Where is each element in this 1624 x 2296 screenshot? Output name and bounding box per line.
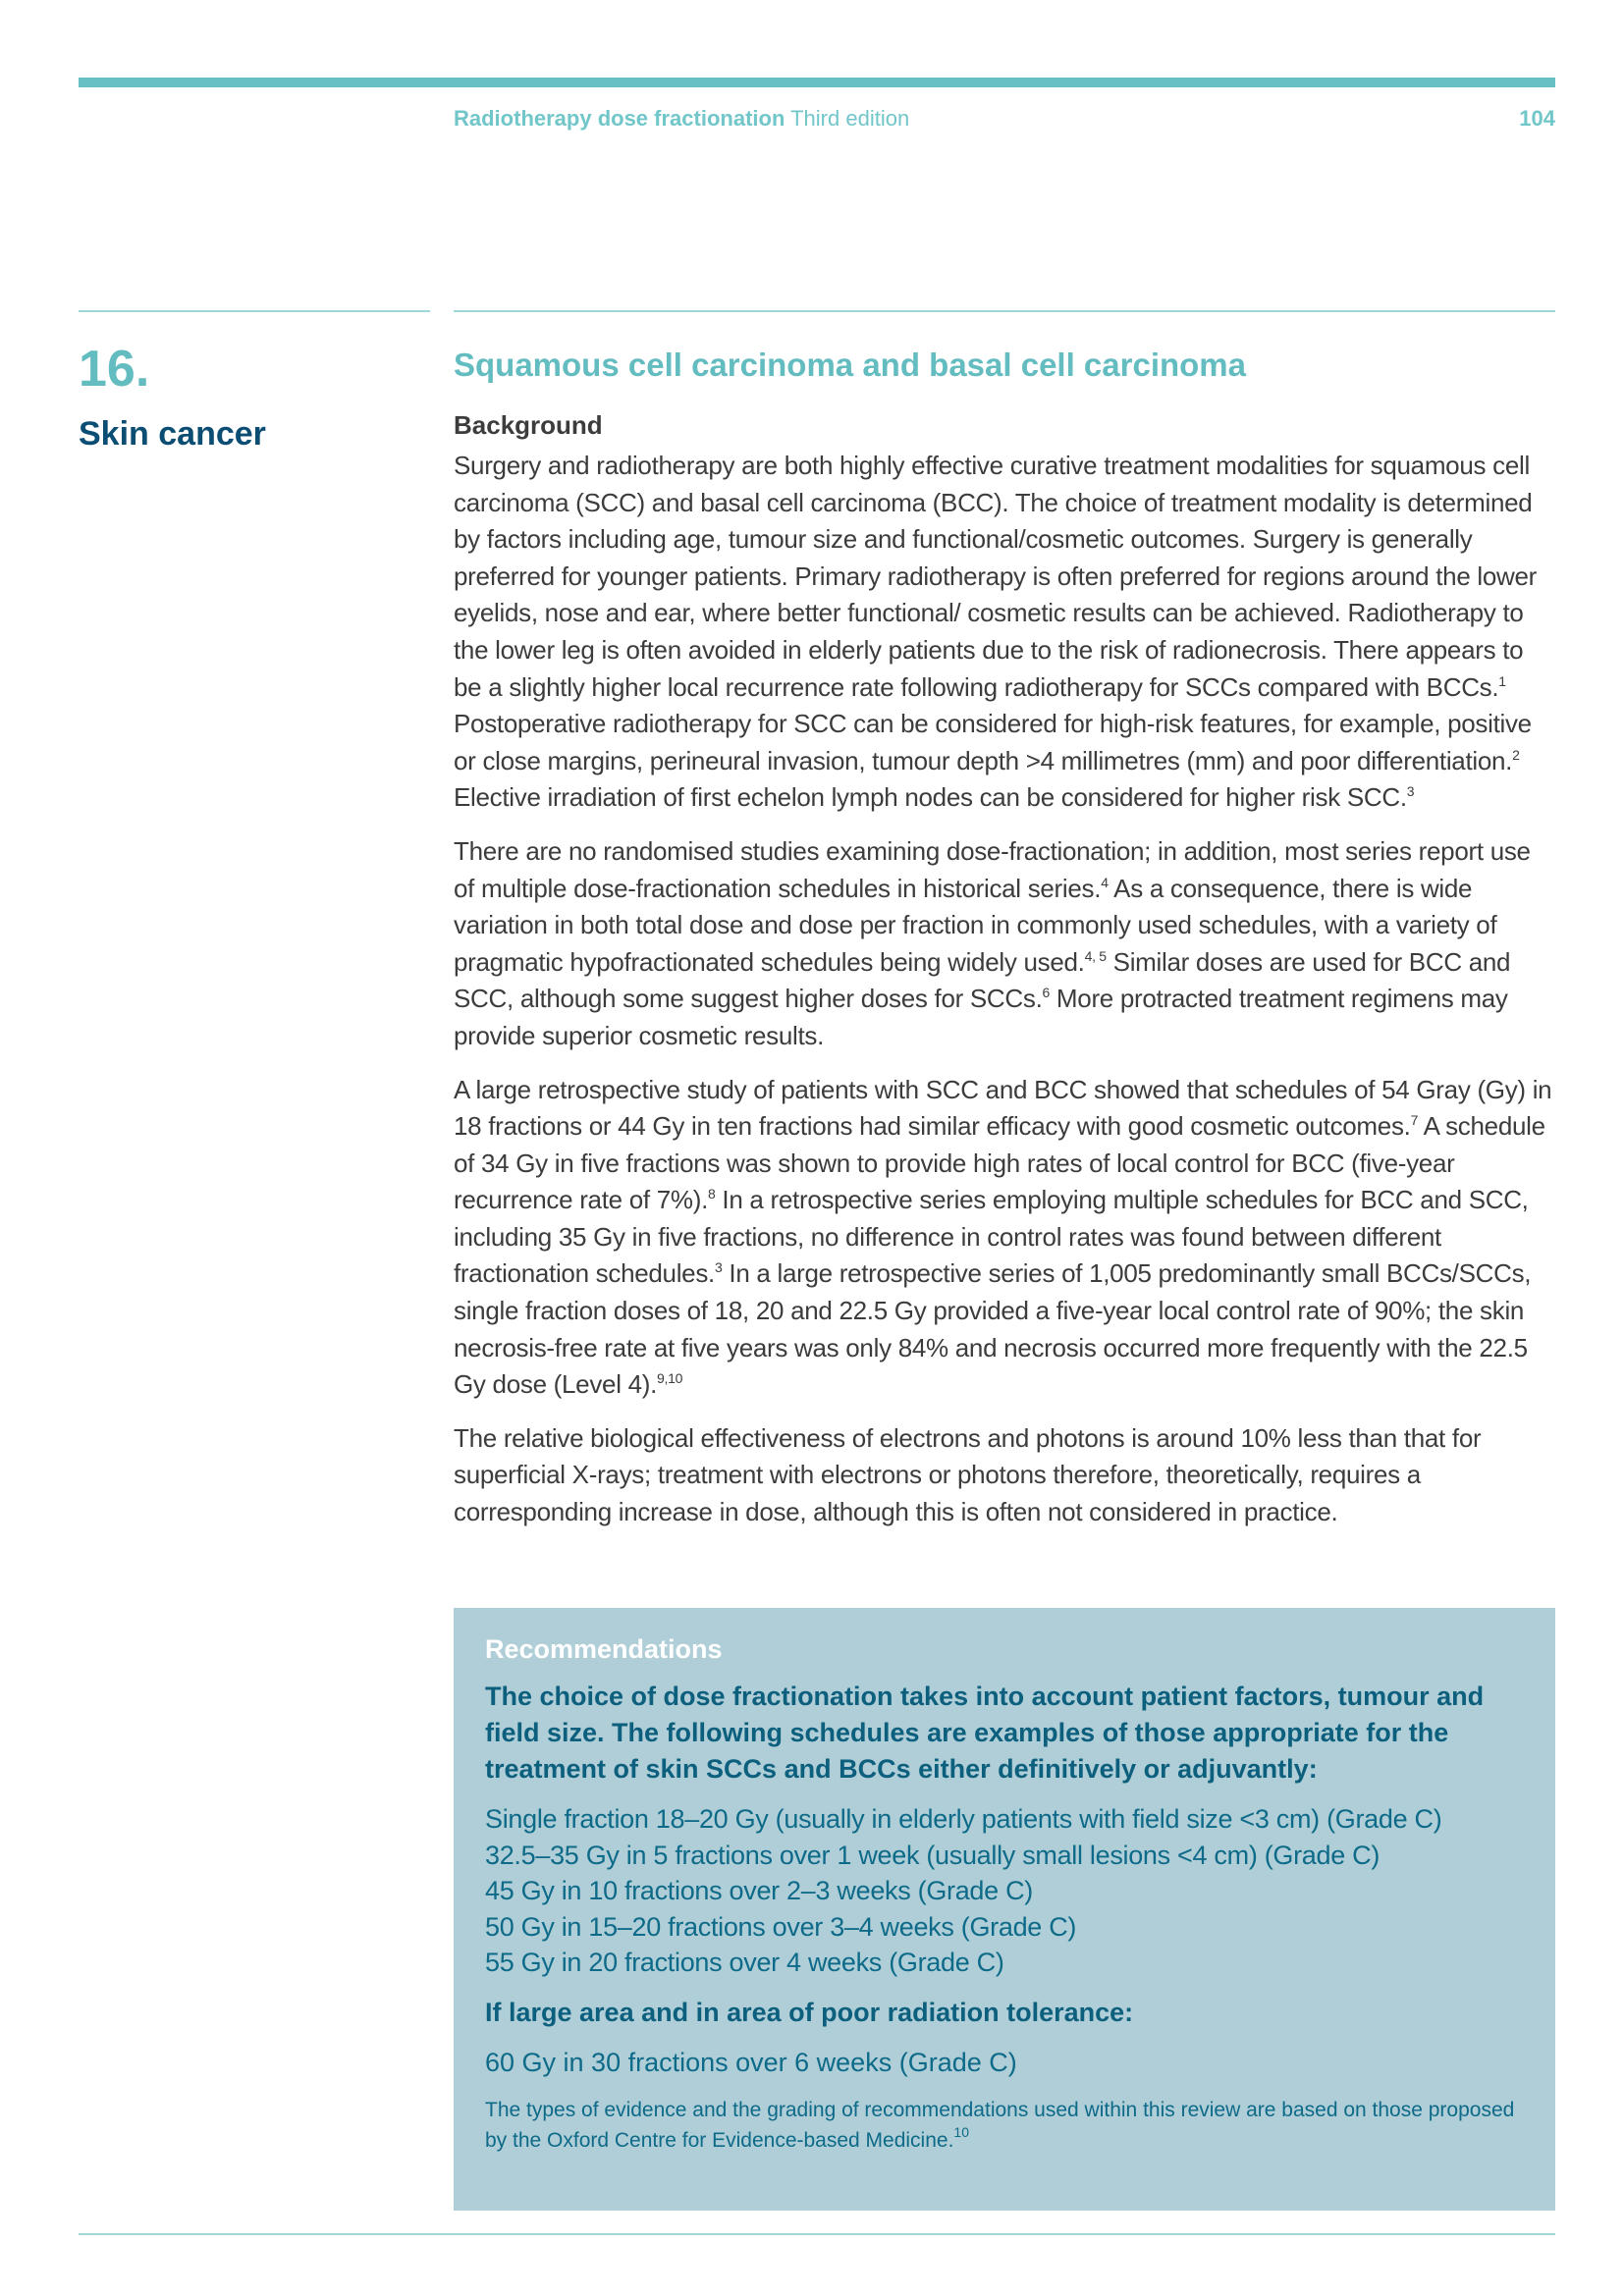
schedule-item: 55 Gy in 20 fractions over 4 weeks (Grade C) bbox=[485, 1948, 1004, 1977]
schedule-item: 50 Gy in 15–20 fractions over 3–4 weeks (Grade C) bbox=[485, 1911, 1077, 1942]
citation-reference: 8 bbox=[708, 1186, 716, 1202]
body-paragraph bbox=[454, 833, 1555, 1055]
body-paragraph bbox=[454, 1420, 1555, 1531]
footnote-reference: 10 bbox=[953, 2123, 969, 2140]
schedule-item: 32.5–35 Gy in 5 fractions over 1 week (usually small lesions <4 cm) (Grade C) bbox=[485, 1840, 1380, 1870]
schedule-item: 45 Gy in 10 fractions over 2–3 weeks (Grade C) bbox=[485, 1876, 1033, 1905]
citation-reference: 3 bbox=[714, 1259, 723, 1276]
running-header bbox=[454, 106, 909, 132]
citation-reference: 4 bbox=[1101, 874, 1109, 890]
evidence-footnote-text: The types of evidence and the grading of recommendations used within this review are based on those proposed by the Oxford Centre for Evidence-based Medicine. bbox=[485, 2098, 1515, 2152]
paragraph-text: Postoperative radiotherapy for SCC can be considered for high-risk features, for example, positive or close margins, perineural invasion, tumour depth >4 millimetres (mm) and poor differentiation. bbox=[454, 709, 1532, 775]
content-divider bbox=[454, 310, 1555, 312]
document-title: Radiotherapy dose fractionation bbox=[454, 106, 785, 131]
large-area-subheading: If large area and in area of poor radiation tolerance: bbox=[485, 1997, 1134, 2027]
paragraph-text: In a retrospective series employing multiple schedules for BCC and SCC, including 35 Gy in five fractions, no difference in control rates was found between different fractionation schedules. bbox=[454, 1185, 1529, 1289]
section-title: Squamous cell carcinoma and basal cell carcinoma bbox=[454, 347, 1247, 383]
document-edition: Third edition bbox=[790, 106, 910, 131]
body-paragraph bbox=[454, 448, 1555, 817]
footer-divider bbox=[79, 2233, 1555, 2235]
citation-reference: 2 bbox=[1512, 746, 1520, 763]
citation-reference: 9,10 bbox=[657, 1370, 683, 1387]
paragraph-text: More protracted treatment regimens may provide superior cosmetic results. bbox=[454, 984, 1508, 1050]
paragraph-text: Elective irradiation of first echelon lymph nodes can be considered for higher risk SCC. bbox=[454, 782, 1407, 813]
schedule-item: Single fraction 18–20 Gy (usually in elderly patients with field size <3 cm) (Grade C) bbox=[485, 1804, 1442, 1834]
citation-reference: 3 bbox=[1406, 783, 1415, 800]
header-accent-bar bbox=[79, 78, 1555, 87]
paragraph-text: The relative biological effectiveness of electrons and photons is around 10% less than that for superficial X-rays; treatment with electrons or photons therefore, theoretically, requires a corresponding increase in dose, although this is often not considered in practice. bbox=[454, 1422, 1482, 1527]
chapter-title: Skin cancer bbox=[79, 415, 266, 453]
recommendations-box bbox=[454, 1608, 1555, 2211]
body-paragraph bbox=[454, 1072, 1555, 1404]
paragraph-text: Similar doses are used for BCC and SCC, although some suggest higher doses for SCCs. bbox=[454, 946, 1511, 1014]
paragraph-text: Surgery and radiotherapy are both highly effective curative treatment modalities for squamous cell carcinoma (SCC) and basal cell carcinoma (BCC). The choice of treatment modality is determined by factors including age, tumour size and functional/cosmetic outcomes. Surgery is generally preferred for younger patients. Primary radiotherapy is often preferred for regions around the lower eyelids, nose and ear, where better functional/ cosmetic results can be achieved. Radiotherapy to the lower leg is often avoided in elderly patients due to the risk of radionecrosis. There appears to be a slightly higher local recurrence rate following radiotherapy for SCCs compared with BCCs. bbox=[454, 451, 1538, 702]
citation-reference: 7 bbox=[1410, 1112, 1419, 1129]
page-number: 104 bbox=[1519, 106, 1555, 131]
evidence-footnote bbox=[485, 2095, 1524, 2156]
paragraph-text: As a consequence, there is wide variation in both total dose and dose per fraction in commonly used schedules, with a variety of pragmatic hypofractionated schedules being widely used. bbox=[454, 873, 1497, 977]
paragraph-text: A schedule of 34 Gy in five fractions was shown to provide high rates of local control for BCC (five-year recurrence rate of 7%). bbox=[454, 1111, 1545, 1215]
section-subheading: Background bbox=[454, 410, 603, 440]
large-area-schedule: 60 Gy in 30 fractions over 6 weeks (Grade C) bbox=[485, 2047, 1017, 2077]
citation-reference: 6 bbox=[1042, 985, 1050, 1001]
paragraph-text: A large retrospective study of patients with SCC and BCC showed that schedules of 54 Gray (Gy) in 18 fractions or 44 Gy in ten fractions had similar efficacy with good cosmetic outcomes. bbox=[454, 1074, 1552, 1142]
main-content bbox=[454, 344, 1555, 1548]
chapter-number: 16. bbox=[79, 341, 150, 398]
paragraph-text: In a large retrospective series of 1,005 predominantly small BCCs/SCCs, single fraction doses of 18, 20 and 22.5 Gy provided a five-year local control rate of 90%; the skin necrosis-free rate at five years was only 84% and necrosis occurred more frequently with the 22.5 Gy dose (Level 4). bbox=[454, 1258, 1532, 1400]
body-text bbox=[454, 448, 1555, 1531]
chapter-divider bbox=[79, 310, 430, 312]
recommendations-heading: Recommendations bbox=[485, 1634, 723, 1664]
paragraph-text: There are no randomised studies examining dose-fractionation; in addition, most series report use of multiple dose-fractionation schedules in historical series. bbox=[454, 835, 1531, 903]
citation-reference: 1 bbox=[1498, 672, 1506, 689]
recommendations-intro: The choice of dose fractionation takes into account patient factors, tumour and field size. The following schedules are examples of those appropriate for the treatment of skin SCCs and BCCs either definitively or adjuvantly: bbox=[485, 1682, 1485, 1784]
citation-reference: 4, 5 bbox=[1084, 947, 1107, 964]
schedule-list bbox=[485, 1801, 1524, 1981]
